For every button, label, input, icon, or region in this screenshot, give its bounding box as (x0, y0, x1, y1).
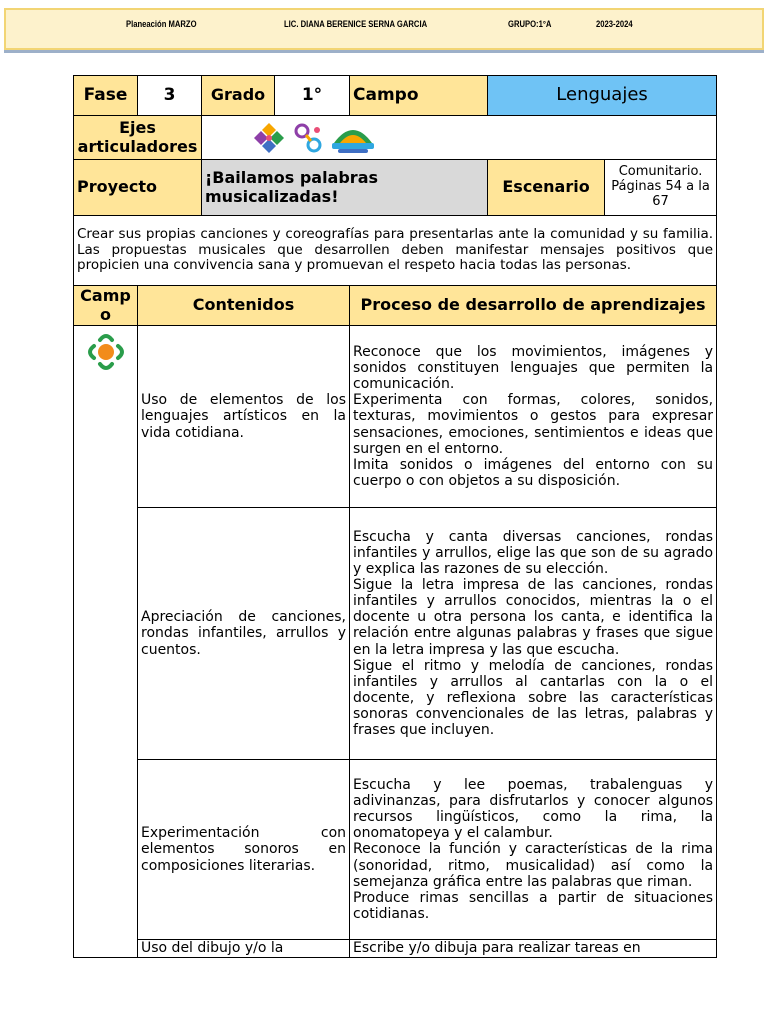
campo-icon-cell (74, 326, 138, 958)
ejes-label: Ejes articuladores (74, 116, 202, 160)
campo-value: Lenguajes (488, 76, 717, 116)
contenido-2: Apreciación de canciones, rondas infantiles, arrullos y cuentos. (138, 508, 350, 760)
proceso-2-item: Escucha y canta diversas canciones, rondas infantiles y arrullos, elige las que son de su agrado y explica las razones de su elección. (353, 528, 714, 578)
proceso-1-item: Imita sonidos o imágenes del entorno con su cuerpo o con objetos a su disposición. (353, 456, 714, 489)
header-band (4, 8, 764, 50)
proceso-2-item: Sigue el ritmo y melodía de canciones, rondas infantiles y arrullos al cantarlas con la o el docente, y reflexiona sobre las características sonoras convencionales de las letras, palabras y frases que incluyen. (353, 657, 714, 739)
campo-label: Campo (350, 76, 488, 116)
planning-table (73, 75, 717, 958)
proyecto-value: ¡Bailamos palabras musicalizadas! (202, 160, 488, 216)
fase-value: 3 (138, 76, 202, 116)
col-campo-header: Campo (74, 286, 138, 326)
proceso-3 (350, 760, 717, 940)
interculturalidad-icon (291, 121, 325, 155)
grado-value: 1° (275, 76, 350, 116)
proceso-4-item: Escribe y/o dibuja para realizar tareas en (353, 940, 641, 956)
proceso-2 (350, 508, 717, 760)
proyecto-label: Proyecto (74, 160, 202, 216)
col-contenidos-header: Contenidos (138, 286, 350, 326)
vida-saludable-icon (330, 121, 376, 155)
objetivo-text: Crear sus propias canciones y coreografías para presentarlas ante la comunidad y su familia. Las propuestas musicales que desarrollen deben manifestar mensajes positivos que propicien una convivencia sana y promuevan el respeto hacia todas las personas. (74, 216, 717, 286)
proceso-2-item: Sigue la letra impresa de las canciones, rondas infantiles y arrullos conocidos, mientras la o el docente u otra persona los canta, e identifica la relación entre algunas palabras y frases que sigue en la letra impresa y las que escucha. (353, 577, 714, 658)
grado-label: Grado (202, 76, 275, 116)
proceso-3-item: Produce rimas sencillas a partir de situaciones cotidianas. (353, 889, 714, 922)
header-ciclo: 2023-2024 (596, 19, 633, 29)
lenguajes-icon (86, 330, 126, 374)
escenario-label: Escenario (488, 160, 605, 216)
proceso-3-item: Escucha y lee poemas, trabalenguas y adivinanzas, para disfrutarlos y conocer algunos recursos lingüísticos, como la rima, la onomatopeya y el calambur. (353, 777, 714, 842)
col-proceso-header: Proceso de desarrollo de aprendizajes (350, 286, 717, 326)
escenario-value: Comunitario. Páginas 54 a la 67 (605, 160, 717, 216)
fase-label: Fase (74, 76, 138, 116)
proceso-3-item: Reconoce la función y características de la rima (sonoridad, ritmo, musicalidad) así como la semejanza gráfica entre las palabras que riman. (353, 841, 714, 890)
contenido-1: Uso de elementos de los lenguajes artísticos en la vida cotidiana. (138, 326, 350, 508)
proceso-1-item: Reconoce que los movimientos, imágenes y sonidos constituyen lenguajes que permiten la comunicación. (353, 344, 714, 393)
inclusion-icon (252, 121, 286, 155)
proceso-1-item: Experimenta con formas, colores, sonidos, texturas, movimientos o gestos para expresar sensaciones, emociones, sentimientos e ideas que surgen en el entorno. (353, 392, 714, 457)
header-docente: LIC. DIANA BERENICE SERNA GARCIA (284, 19, 428, 29)
header-grupo: GRUPO:1°A (508, 19, 552, 29)
contenido-3: Experimentación con elementos sonoros en composiciones literarias. (138, 760, 350, 940)
contenido-4: Uso del dibujo y/o la (138, 940, 350, 958)
proceso-4 (350, 940, 717, 958)
ejes-icons (202, 116, 717, 160)
proceso-1 (350, 326, 717, 508)
header-planeacion: Planeación MARZO (126, 19, 197, 29)
